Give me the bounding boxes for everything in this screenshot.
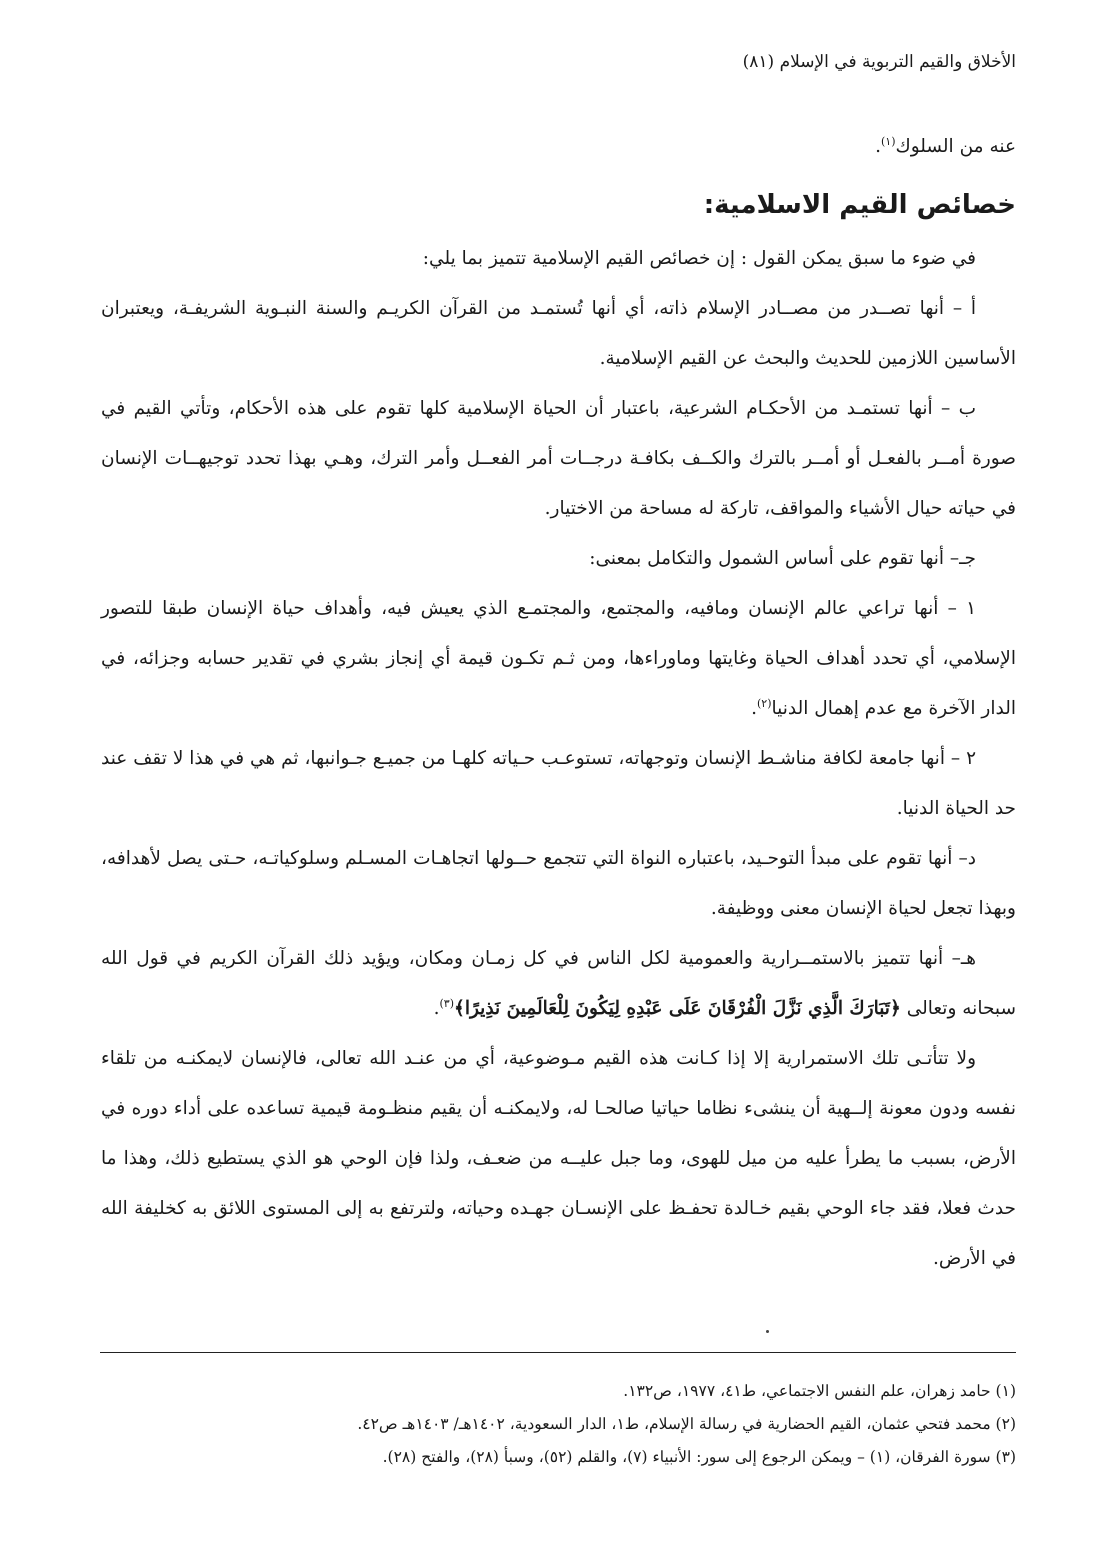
footnotes [101, 1375, 1016, 1474]
footnote-1: (١) حامد زهران، علم النفس الاجتماعي، ط٤١، ١٩٧٧، ص١٣٢. [623, 1382, 1016, 1400]
paragraph-intro: في ضوء ما سبق يمكن القول : إن خصائص القيم الإسلامية تتميز بما يلي: [422, 248, 976, 269]
paragraph-ha-text: هـ– أنها تتميز بالاستمــرارية والعمومية لكل الناس في كل زمـان ومكان، ويؤيد ذلك القرآن الكريم في قول الله سبحانه وتعالى [101, 948, 1016, 1019]
intro-text: عنه من السلوك [895, 136, 1016, 157]
stray-dot [766, 1330, 769, 1333]
paragraph-ha [101, 934, 1016, 1034]
paragraph-conclusion: ولا تتأتـى تلك الاستمرارية إلا إذا كـانت هذه القيم مـوضوعية، أي من عنـد الله تعالى، فالإنسان لايمكنـه من تلقاء نفسه ودون معونة إلــهية أن ينشىء نظاما حياتيا صالحـا له، ولايمكنـه أن يقيم منظـومة قيمية تساعده على أداء دوره في الأرض، بسبب ما يطرأ عليه من ميل للهوى، وما جبل عليــه من ضعـف، ولذا فإن الوحي هو الذي يستطيع ذلك، وهذا ما حدث فعلا، فقد جاء الوحي بقيم خـالدة تحفـظ على الإنسـان جهـده وحياته، ولترتفع به إلى المستوى اللائق به كخليفة الله في الأرض. [101, 1048, 1016, 1269]
footnote-2: (٢) محمد فتحي عثمان، القيم الحضارية في رسالة الإسلام، ط١، الدار السعودية، ١٤٠٢هـ/ ١٤٠٣هـ ص٤٢. [357, 1415, 1016, 1433]
footnote-3: (٣) سورة الفرقان، (١) – ويمكن الرجوع إلى سور: الأنبياء (٧)، والقلم (٥٢)، وسبأ (٢٨)، والفتح (٢٨). [382, 1448, 1016, 1466]
footnote-ref-3: (٣) [439, 996, 454, 1010]
quran-verse: ﴿تَبَارَكَ الَّذِي نَزَّلَ الْفُرْقَانَ عَلَى عَبْدِهِ لِيَكُونَ لِلْعَالَمِينَ نَذِيرًا﴾ [454, 998, 901, 1019]
paragraph-jim: جـ– أنها تقوم على أساس الشمول والتكامل بمعنى: [589, 548, 976, 569]
running-header [743, 52, 1016, 72]
footnote-ref-1: (١) [880, 134, 896, 148]
paragraph-alef: أ – أنها تصــدر من مصــادر الإسلام ذاته، أي أنها تُستمـد من القرآن الكريـم والسنة النبـوية الشريفـة، ويعتبران الأساسين اللازمين للحديث والبحث عن القيم الإسلامية. [101, 298, 1016, 369]
running-title: الأخلاق والقيم التربوية في الإسلام [779, 52, 1016, 72]
paragraph-dal: د– أنها تقوم على مبدأ التوحـيد، باعتباره النواة التي تتجمع حــولها اتجاهـات المسـلم وسلوكياتـه، حـتى يصل لأهدافه، وبهذا تجعل لحياة الإنسان معنى ووظيفة. [101, 848, 1016, 919]
intro-fragment [101, 122, 1016, 172]
paragraph-item-1-text: ١ – أنها تراعي عالم الإنسان ومافيه، والمجتمع، والمجتمـع الذي يعيش فيه، وأهداف حياة الإنسان طبقا للتصور الإسلامي، أي تحدد أهداف الحياة وغايتها وماوراءها، ومن ثـم تكـون قيمة أي إنجاز بشري في تقدير حسابه وجزائه، في الدار الآخرة مع عدم إهمال الدنيا [101, 598, 1016, 719]
paragraph-item-1 [101, 584, 1016, 734]
main-text [101, 122, 1016, 1284]
footnote-divider [100, 1352, 1016, 1353]
intro-end: . [875, 136, 881, 157]
paragraph-item-1-end: . [751, 698, 757, 719]
section-title: خصائص القيم الاسلامية: [703, 190, 1016, 220]
footnote-ref-2: (٢) [757, 696, 772, 710]
page-number: (٨١) [742, 52, 775, 72]
paragraph-ha-end: . [433, 998, 440, 1019]
paragraph-item-2: ٢ – أنها جامعة لكافة مناشـط الإنسان وتوجهاته، تستوعـب حـياته كلهـا من جميـع جـوانبها، ثم هي في هذا لا تقف عند حد الحياة الدنيا. [101, 748, 1016, 819]
paragraph-ba: ب – أنها تستمـد من الأحكـام الشرعية، باعتبار أن الحياة الإسلامية كلها تقوم على هذه الأحكام، وتأتي القيم في صورة أمــر بالفعـل أو أمــر بالترك والكــف بكافـة درجــات أمر الفعــل وأمر الترك، وهـي بهذا تحدد توجيهــات الإنسان في حياته حيال الأشياء والمواقف، تاركة له مساحة من الاختيار. [101, 398, 1016, 519]
